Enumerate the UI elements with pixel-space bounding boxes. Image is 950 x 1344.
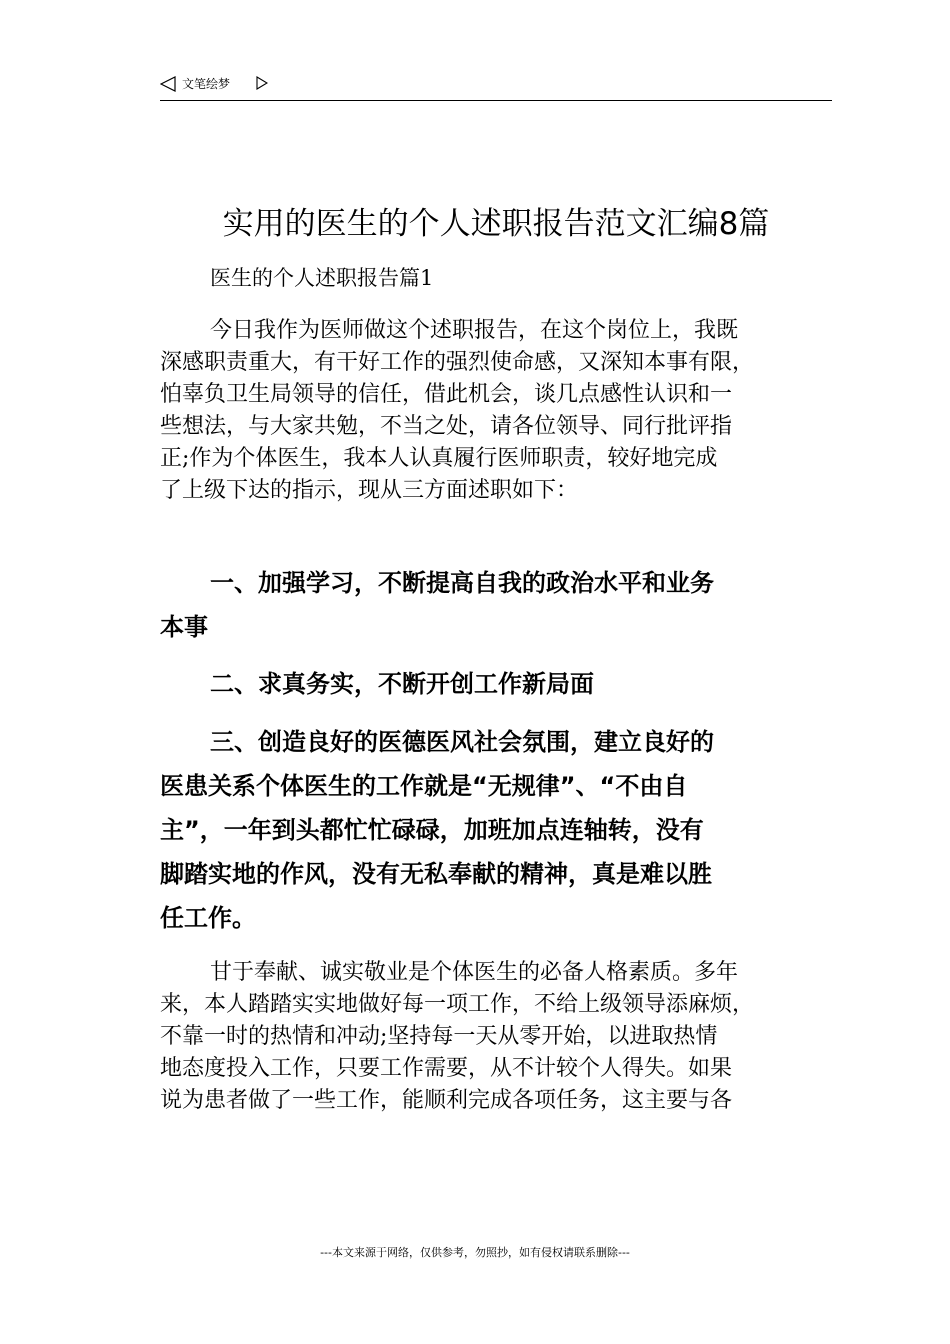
triangle-right-icon bbox=[256, 76, 268, 90]
page-footer: ---本文来源于网络，仅供参考，勿照抄，如有侵权请联系删除--- bbox=[320, 1246, 630, 1259]
text-line: 些想法，与大家共勉，不当之处，请各位领导、同行批评指 bbox=[160, 414, 733, 439]
heading-line: 主”，一年到头都忙忙碌碌，加班加点连轴转，没有 bbox=[160, 816, 704, 844]
heading-line: 脚踏实地的作风，没有无私奉献的精神，真是难以胜 bbox=[160, 860, 712, 888]
section-heading-2 bbox=[160, 662, 834, 706]
text-line: 来，本人踏踏实实地做好每一项工作，不给上级领导添麻烦， bbox=[160, 992, 755, 1017]
text-line: 了上级下达的指示，现从三方面述职如下： bbox=[160, 478, 579, 503]
text-line: 甘于奉献、诚实敬业是个体医生的必备人格素质。多年 bbox=[210, 960, 739, 985]
text-line: 深感职责重大，有干好工作的强烈使命感，又深知本事有限， bbox=[160, 350, 755, 375]
heading-line: 二、求真务实，不断开创工作新局面 bbox=[210, 670, 594, 698]
heading-line: 任工作。 bbox=[160, 904, 256, 932]
text-line: 今日我作为医师做这个述职报告，在这个岗位上，我既 bbox=[210, 318, 739, 343]
text-line: 正;作为个体医生，我本人认真履行医师职责，较好地完成 bbox=[160, 446, 718, 471]
heading-line: 医患关系个体医生的工作就是“无规律”、“不由自 bbox=[160, 772, 688, 800]
text-line: 不靠一时的热情和冲动;坚持每一天从零开始，以进取热情 bbox=[160, 1024, 718, 1049]
document-subtitle: 医生的个人述职报告篇1 bbox=[210, 266, 434, 290]
heading-line: 本事 bbox=[160, 613, 208, 641]
section-heading-1 bbox=[160, 561, 834, 649]
header-brand: 文笔绘梦 bbox=[182, 77, 231, 91]
paragraph-intro bbox=[160, 315, 834, 507]
text-line: 地态度投入工作，只要工作需要，从不计较个人得失。如果 bbox=[160, 1056, 733, 1081]
page-header bbox=[160, 74, 832, 101]
heading-line: 一、加强学习，不断提高自我的政治水平和业务 bbox=[210, 569, 714, 597]
paragraph-dedication bbox=[160, 957, 834, 1117]
document-title: 实用的医生的个人述职报告范文汇编8篇 bbox=[222, 206, 770, 242]
heading-line: 三、创造良好的医德医风社会氛围，建立良好的 bbox=[210, 728, 714, 756]
triangle-left-icon bbox=[160, 76, 176, 92]
text-line: 说为患者做了一些工作，能顺利完成各项任务，这主要与各 bbox=[160, 1088, 733, 1113]
section-heading-3 bbox=[160, 720, 834, 940]
text-line: 怕辜负卫生局领导的信任，借此机会，谈几点感性认识和一 bbox=[160, 382, 733, 407]
